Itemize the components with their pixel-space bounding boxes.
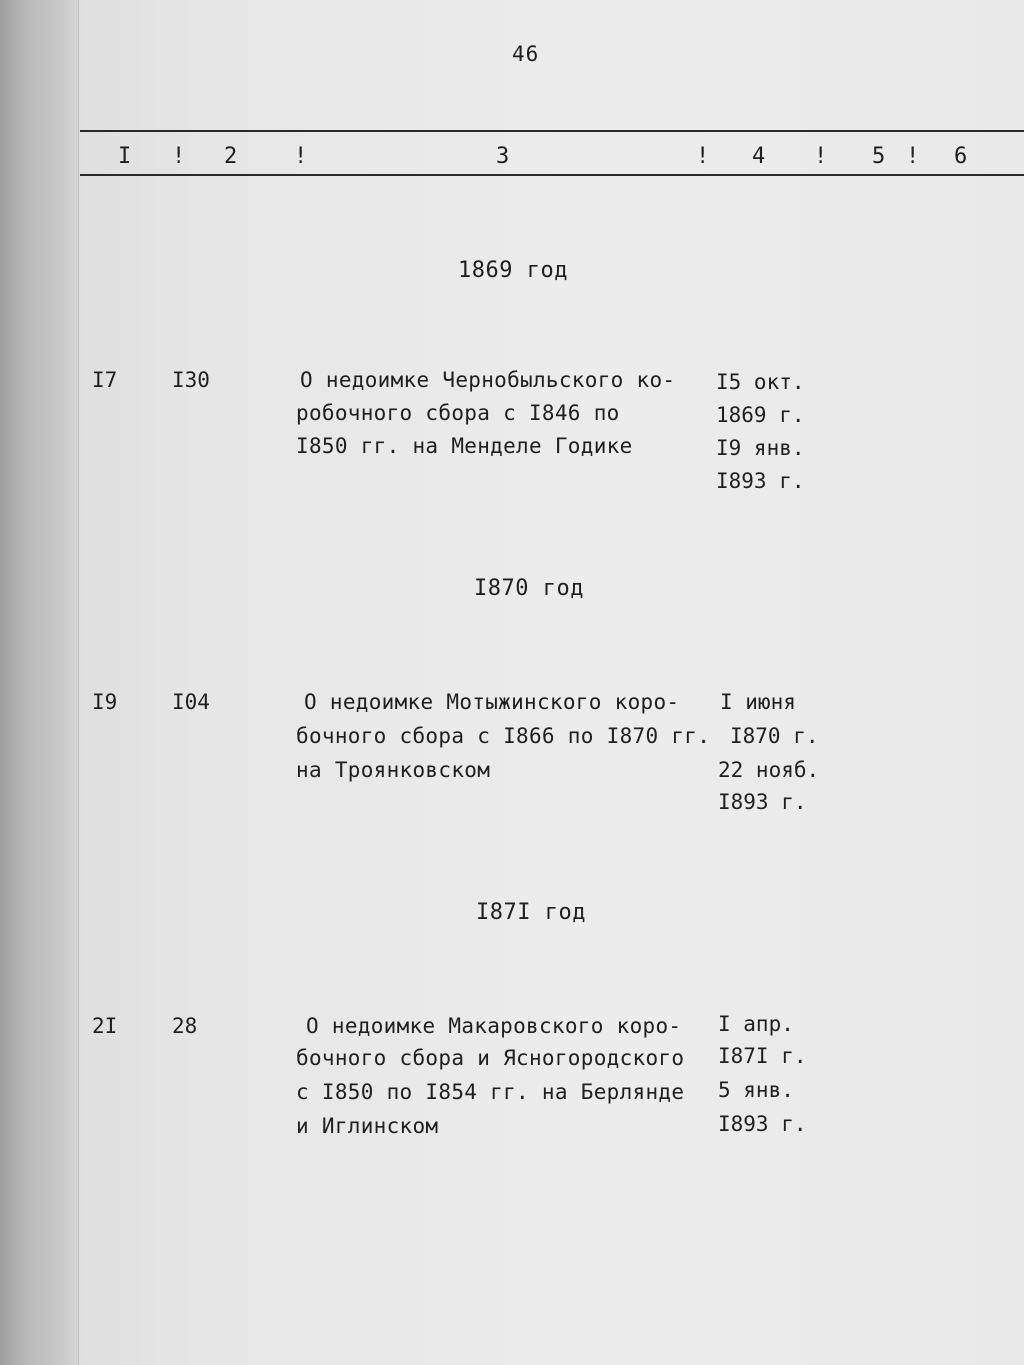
entry-date-line: 22 нояб. xyxy=(718,758,820,782)
entry-description-line: с I850 по I854 гг. на Берлянде xyxy=(296,1080,685,1104)
entry-date-line: I июня xyxy=(720,690,796,714)
column-header-6: 6 xyxy=(954,144,968,169)
column-separator: ! xyxy=(172,144,186,169)
entry-date-line: I893 г. xyxy=(718,790,807,814)
entry-date-line: 5 янв. xyxy=(718,1078,794,1102)
column-separator: ! xyxy=(906,144,920,169)
entry-date-line: I87I г. xyxy=(718,1044,807,1068)
entry-code: I04 xyxy=(172,690,210,714)
entry-number: 2I xyxy=(92,1014,118,1038)
year-heading: I870 год xyxy=(474,576,584,601)
page-number: 46 xyxy=(512,42,540,66)
column-header-4: 4 xyxy=(752,144,766,169)
entry-code: 28 xyxy=(172,1014,198,1038)
entry-code: I30 xyxy=(172,368,210,392)
entry-number: I9 xyxy=(92,690,118,714)
entry-date-line: 1869 г. xyxy=(716,403,805,427)
entry-description-line: на Троянковском xyxy=(296,758,491,782)
header-rule-top xyxy=(80,130,1024,132)
column-header-1: I xyxy=(118,144,132,169)
entry-description-line: О недоимке Мотыжинского коро- xyxy=(304,690,680,714)
entry-date-line: I апр. xyxy=(718,1012,794,1036)
column-separator: ! xyxy=(294,144,308,169)
entry-date-line: I893 г. xyxy=(718,1112,807,1136)
entry-date-line: I5 окт. xyxy=(716,370,805,394)
column-header-5: 5 xyxy=(872,144,886,169)
entry-description-line: робочного сбора с I846 по xyxy=(296,401,620,425)
column-header-2: 2 xyxy=(224,144,238,169)
entry-description-line: О недоимке Макаровского коро- xyxy=(306,1014,682,1038)
column-header-3: 3 xyxy=(496,144,510,169)
binding-edge xyxy=(0,0,79,1365)
entry-description-line: бочного сбора и Ясногородского xyxy=(296,1046,685,1070)
column-separator: ! xyxy=(814,144,828,169)
year-heading: I87I год xyxy=(476,900,586,925)
header-rule-bottom xyxy=(80,174,1024,176)
entry-description-line: О недоимке Чернобыльского ко- xyxy=(300,368,676,392)
entry-description-line: I850 гг. на Менделе Годике xyxy=(296,434,633,458)
column-separator: ! xyxy=(696,144,710,169)
entry-number: I7 xyxy=(92,368,118,392)
entry-date-line: I9 янв. xyxy=(716,436,805,460)
entry-date-line: I893 г. xyxy=(716,469,805,493)
year-heading: 1869 год xyxy=(458,258,568,283)
entry-date-line: I870 г. xyxy=(730,724,819,748)
entry-description-line: бочного сбора с I866 по I870 гг. xyxy=(296,724,711,748)
entry-description-line: и Иглинском xyxy=(296,1114,439,1138)
